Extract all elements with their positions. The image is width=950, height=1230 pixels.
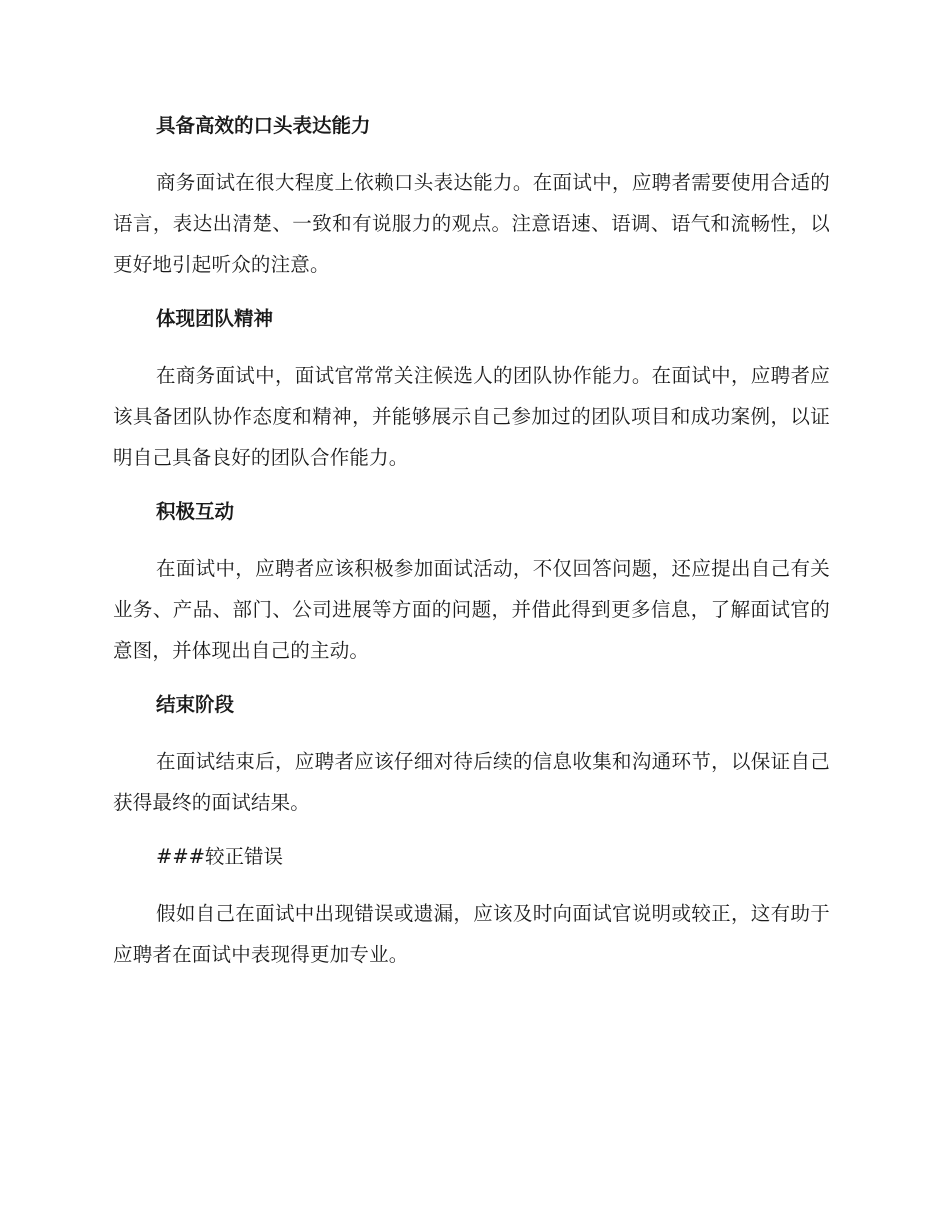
section-heading-oral-expression: 具备高效的口头表达能力 [156,114,371,137]
section-body-team-spirit: 在商务面试中，面试官常常关注候选人的团队协作能力。在面试中，应聘者应该具备团队协作态度和精神，并能够展示自己参加过的团队项目和成功案例，以证明自己具备良好的团队合作能力。 [113,364,830,469]
section-body-oral-expression: 商务面试在很大程度上依赖口头表达能力。在面试中，应聘者需要使用合适的语言，表达出清楚、一致和有说服力的观点。注意语速、语调、语气和流畅性，以更好地引起听众的注意。 [113,171,830,276]
section-heading-correct-errors: ###较正错误 [156,845,284,868]
section-body-correct-errors: 假如自己在面试中出现错误或遗漏，应该及时向面试官说明或较正，这有助于应聘者在面试中表现得更加专业。 [113,902,830,966]
section-heading-active-interaction: 积极互动 [156,500,235,523]
section-heading-team-spirit: 体现团队精神 [156,307,274,330]
section-heading-closing-stage: 结束阶段 [156,693,235,716]
section-body-active-interaction: 在面试中，应聘者应该积极参加面试活动，不仅回答问题，还应提出自己有关业务、产品、部门、公司进展等方面的问题，并借此得到更多信息，了解面试官的意图，并体现出自己的主动。 [113,557,830,662]
section-body-closing-stage: 在面试结束后，应聘者应该仔细对待后续的信息收集和沟通环节，以保证自己获得最终的面试结果。 [113,750,830,814]
